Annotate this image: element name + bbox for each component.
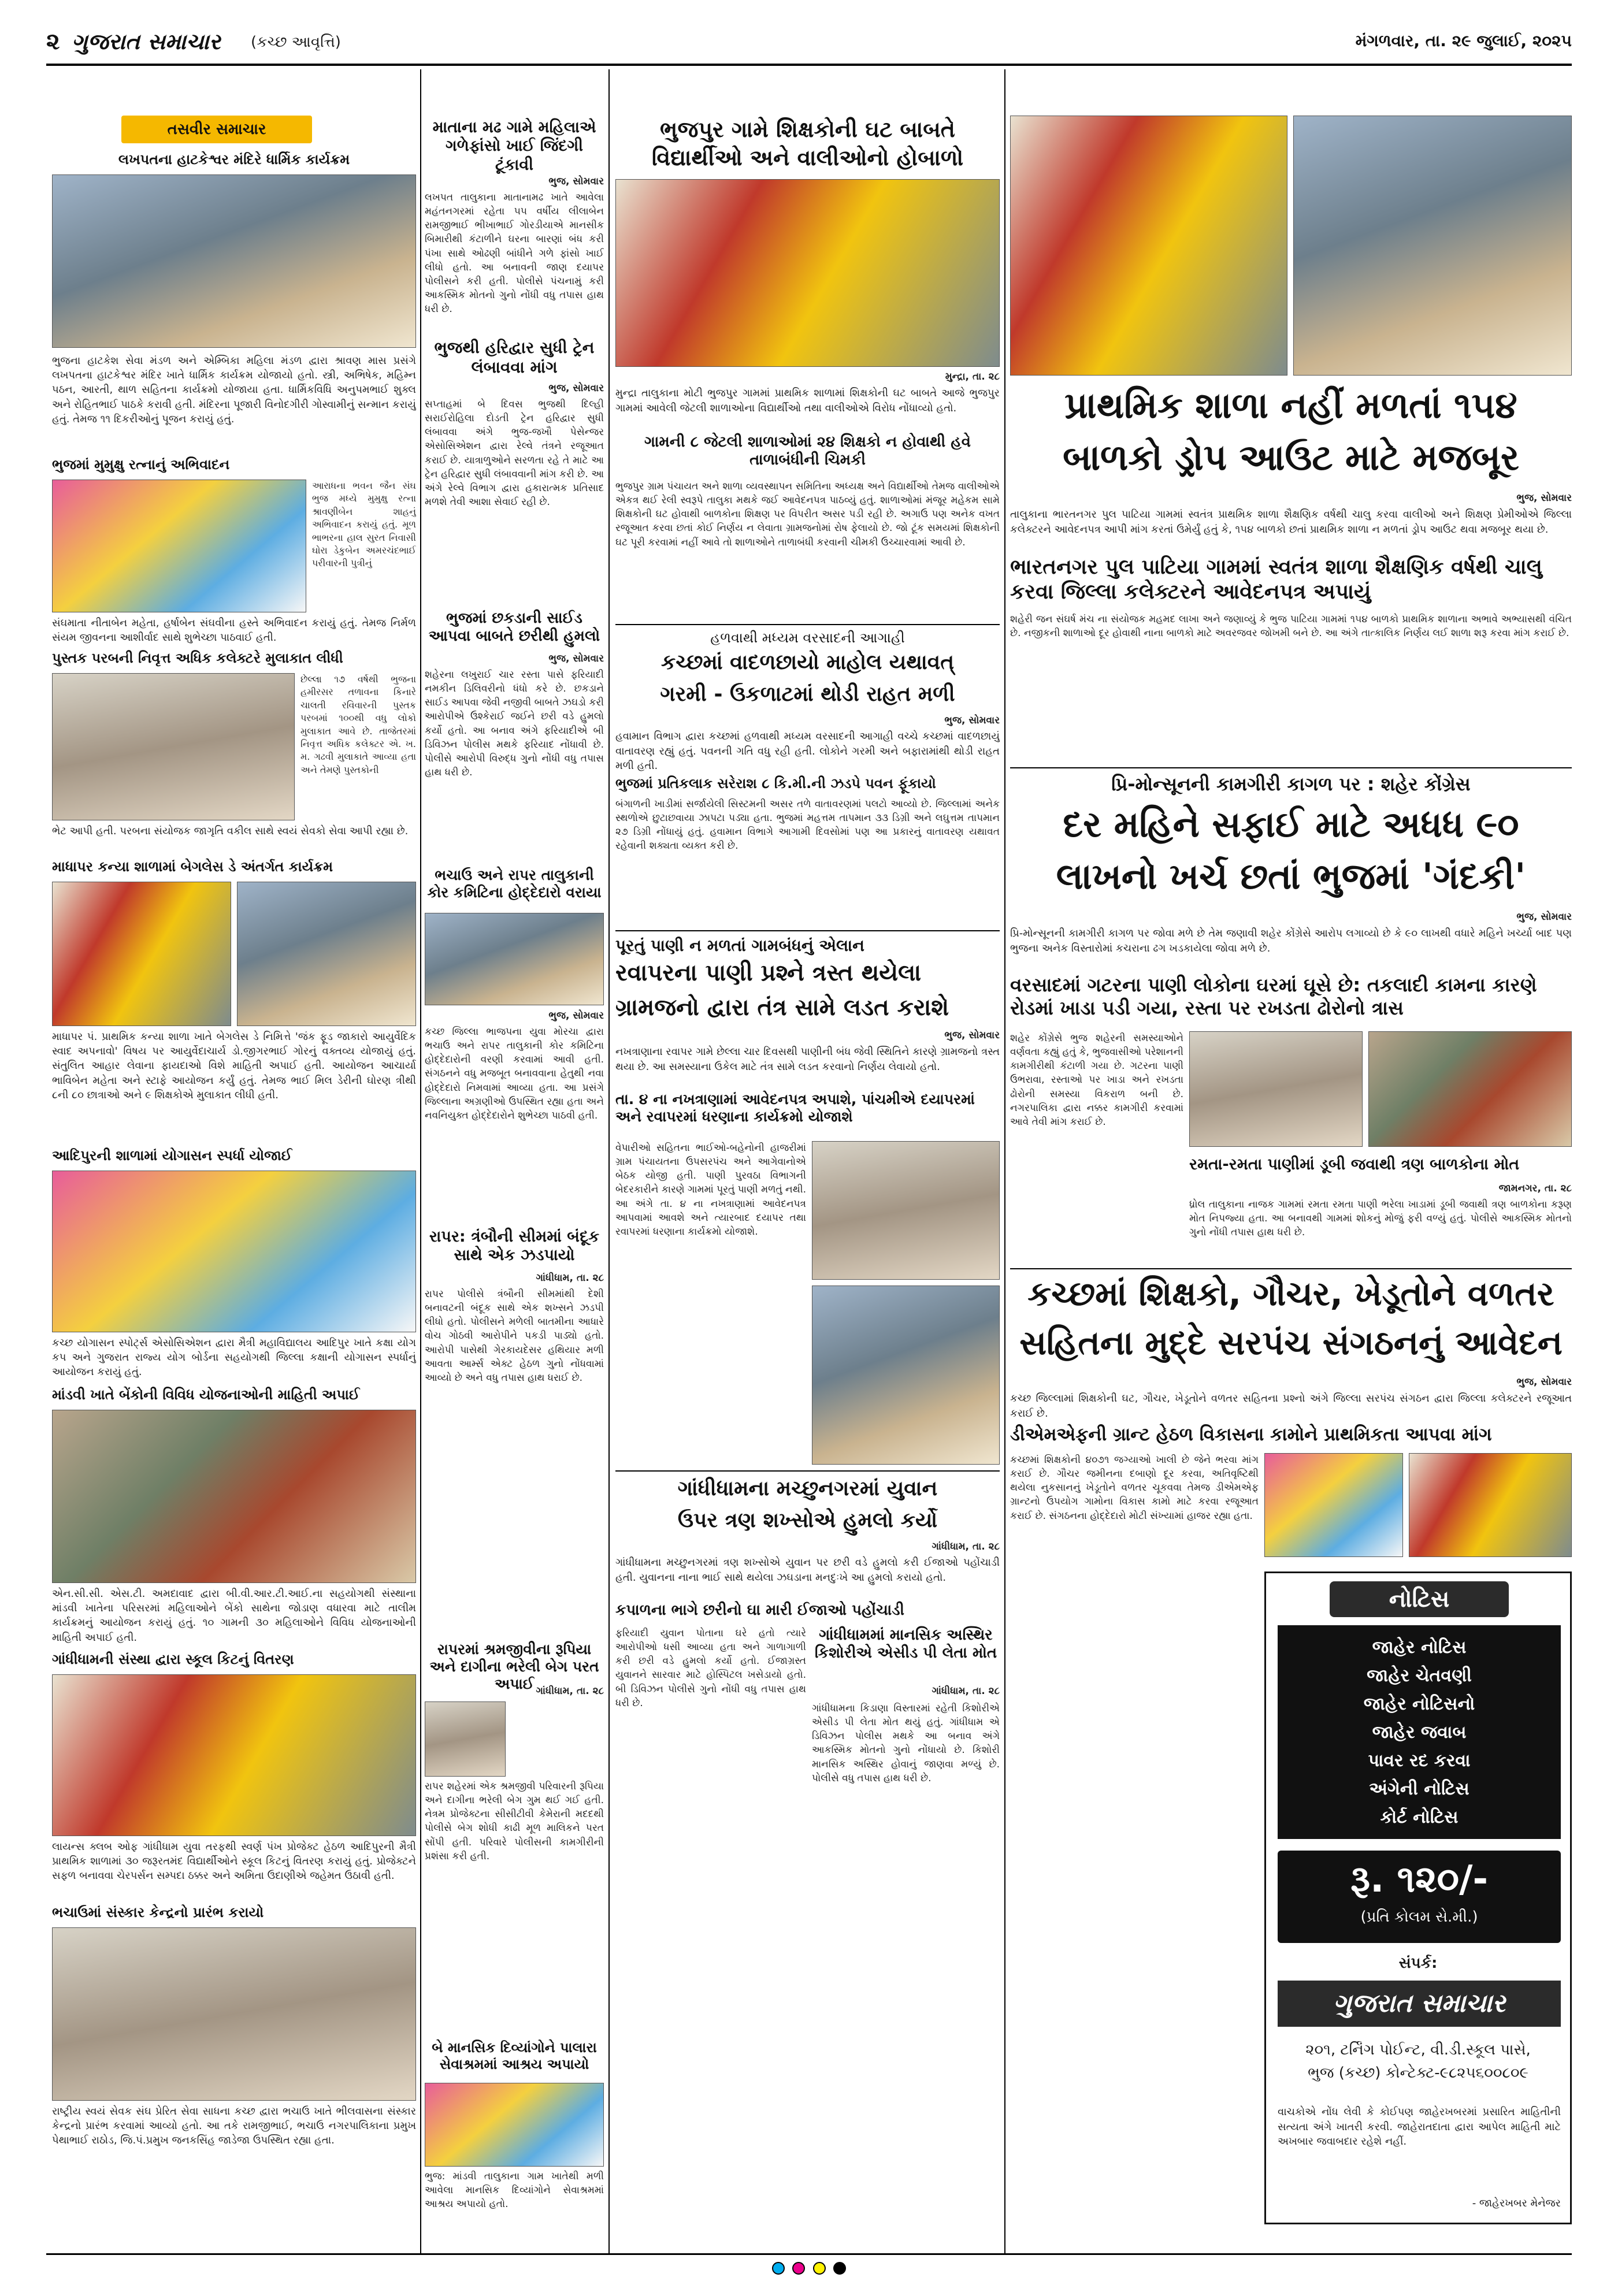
- photo: [1409, 1453, 1572, 1557]
- notice-brand: ગુજરાત સમાચાર: [1278, 1981, 1561, 2027]
- photo: [52, 1410, 416, 1583]
- story-text: સપ્તાહમાં બે દિવસ ભુજથી દિલ્હી સરાઈરોહિલા દોડતી ટ્રેન હરિદ્વાર સુધી લંબાવવા અંગે ભુજ-જખૌ પેસેન્જર એસોસિએશન દ્વારા રેલ્વે તંત્રને રજૂઆત કરાઈ છે. યાત્રાળુઓને સરળતા રહે તે માટે આ ટ્રેન હરિદ્વાર સુધી લંબાવવાની માંગ કરી છે. આ અંગે રેલ્વે વિભાગ દ્વારા હકારાત્મક પ્રતિસાદ મળશે તેવી આશા સેવાઈ રહી છે.: [425, 399, 604, 508]
- photo: [1368, 1031, 1572, 1147]
- story-headline: રાપરમાં શ્રમજીવીના રૂપિયા અને દાગીના ભરેલી બેગ પરત અપાઈ: [429, 1641, 599, 1692]
- story-text: કચ્છ જિલ્લા ભાજપના યુવા મોરચા દ્વારા ભચાઉ અને રાપર તાલુકાની કોર કમિટિના હોદ્દેદારોની વરણી કરવામાં આવી હતી. સંગઠનને વધુ મજબૂત બનાવવાના હેતુથી નવા હોદ્દેદારો નિમવામાં આવ્યા હતા. આ પ્રસંગે જિલ્લાના અગ્રણીઓ ઉપસ્થિત રહ્યા હતા અને નવનિયુક્ત હોદ્દેદારોને શુભેચ્છા પાઠવી હતી.: [425, 1026, 604, 1121]
- photo: [52, 673, 295, 820]
- story-headline: ભુજમાં મુમુક્ષુ રત્નાનું અભિવાદન: [52, 456, 230, 473]
- photo: [615, 179, 1000, 367]
- photo-caption: ભુજના હાટકેશ સેવા મંડળ અને એમ્બિકા મહિલા મંડળ દ્વારા શ્રાવણ માસ પ્રસંગે લખપતના હાટકેશ્વર મંદિર ખાતે ધાર્મિક કાર્યક્રમ યોજાયો હતો. સ્ત્રી, અભિષેક, મહિમ્ન પઠન, આરતી, થાળ સહિતના કાર્યક્રમો યોજાયા હતા. ધાર્મિકવિધિ અનુપમભાઈ શુક્લ અને રોહિતભાઈ પાઠકે કરાવી હતી. મંદિરના પૂજારી વિનોદગીરી ગોસ્વામીનું સન્માન કરાયું હતું. તેમજ ૧૧ દિકરીઓનું પૂજન કરાયું હતું.: [52, 355, 416, 425]
- story-headline: આદિપુરની શાળામાં યોગાસન સ્પર્ધા યોજાઈ: [52, 1147, 292, 1164]
- edition-label: (કચ્છ આવૃત્તિ): [251, 34, 341, 51]
- dateline: ભુજ, સોમવાર: [944, 715, 1000, 726]
- story-headline: કચ્છમાં વાદળછાયો માહોલ યથાવત્: [660, 651, 955, 674]
- photo: [52, 1171, 416, 1332]
- divider: [1010, 767, 1572, 768]
- notice-price-unit: (પ્રતિ કોલમ સે.મી.): [1360, 1908, 1478, 1926]
- header-rule: [46, 64, 1572, 66]
- story-subhead: વરસાદમાં ગટરના પાણી લોકોના ઘરમાં ઘૂસે છે: તકલાદી કામના કારણે રોડમાં ખાડા પડી ગયા, રસ્તા પર રખડતા ઢોરોનો ત્રાસ: [1010, 974, 1537, 1019]
- photo-caption: સંઘમાતા નીતાબેન મહેતા, હર્ષાબેન સંઘવીના હસ્તે અભિવાદન કરાયું હતું. તેમજ નિર્મળ સંયમ જીવનના આશીર્વાદ સાથે શુભેચ્છા પાઠવાઈ હતી.: [52, 617, 416, 644]
- notice-item: જાહેર ચેતવણી: [1367, 1666, 1472, 1686]
- dateline: જામનગર, તા. ૨૮: [1498, 1183, 1572, 1194]
- dateline: ગાંધીધામ, તા. ૨૮: [536, 1685, 604, 1697]
- photo-caption: ભુજ: માંડવી તાલુકાના ગામ ખાતેથી મળી આવેલા માનસિક દિવ્યાંગોને સેવાશ્રમમાં આશ્રય અપાયો હતો.: [425, 2171, 604, 2210]
- story-kicker: પૂરતું પાણી ન મળતાં ગામબંધનું એલાન: [615, 936, 864, 955]
- story-subhead: ગામની ૮ જેટલી શાળાઓમાં ૨૪ શિક્ષકો ન હોવાથી હવે તાળાબંધીની ચિમકી: [644, 433, 971, 469]
- story-headline: માંડવી ખાતે બેંકોની વિવિધ યોજનાઓની માહિતી અપાઈ: [52, 1387, 360, 1403]
- registration-icon: [833, 2262, 846, 2275]
- story-text: આરાધના ભવન જૈન સંઘ ભુજ મધ્યે મુમુક્ષુ રત્ના શ્રાવણીબેન શાહનું અભિવાદન કરાયું હતું. મૂળ ભાભરના હાલ સુરત નિવાસી ઘોરા ડેકુબેન અમરચંદભાઈ પરીવારની પુત્રીનું: [312, 480, 416, 569]
- notice-address: ૨૦૧, ટર્નિંગ પોઈન્ટ, વી.ડી.સ્કૂલ પાસે,: [1305, 2041, 1531, 2059]
- story-headline: દર મહિને સફાઈ માટે અધધ ૯૦: [1063, 803, 1519, 845]
- divider: [420, 69, 421, 2253]
- story-headline: પ્રાથમિક શાળા નહીં મળતાં ૧૫૪: [1064, 384, 1517, 426]
- divider: [615, 930, 1000, 931]
- photo-caption: રાષ્ટ્રીય સ્વયં સેવક સંઘ પ્રેરિત સેવા સાધના કચ્છ દ્વારા ભચાઉ ખાતે ભીલવાસના સંસ્કાર કેન્દ્રનો પ્રારંભ કરવામાં આવ્યો હતો. આ તકે રામજીભાઈ, ભચાઉ નગરપાલિકાના પ્રમુખ પેથાભાઈ રાઠોડ, જિ.પં.પ્રમુખ જનકસિંહ જાડેજા ઉપસ્થિત રહ્યા હતા.: [52, 2105, 416, 2147]
- notice-item: જાહેર નોટિસનો: [1363, 1694, 1475, 1714]
- story-lead: પ્રિ-મોન્સૂનની કામગીરી કાગળ પર જોવા મળે છે તેમ જણાવી શહેર કોંગ્રેસે આરોપ લગાવ્યો છે કે ૯૦ લાખથી વધારે મહિને ખર્ચ્યા બાદ પણ ભુજના અનેક વિસ્તારોમાં કચરાના ઢગ ખડકાયેલા જોવા મળે છે.: [1010, 927, 1572, 954]
- photo: [425, 913, 604, 1005]
- story-text: ફરિયાદી યુવાન પોતાના ઘરે હતો ત્યારે આરોપીઓ ધસી આવ્યા હતા અને ગાળાગાળી કરી છરી વડે હુમલો કર્યો હતો. ઈજાગ્રસ્ત યુવાનને સારવાર માટે હોસ્પિટલ ખસેડાયો હતો. બી ડિવિઝન પોલીસે ગુનો નોંધી વધુ તપાસ હાથ ધરી છે.: [615, 1628, 806, 1709]
- story-text: કચ્છમાં શિક્ષકોની ૪૦૭૧ જગ્યાઓ ખાલી છે જેને ભરવા માંગ કરાઈ છે. ગૌચર જમીનના દબાણો દૂર કરવા, અતિવૃષ્ટિથી થયેલા નુકસાનનું ખેડૂતોને વળતર ચૂકવવા તેમજ ડીએમએફ ગ્રાન્ટનો ઉપયોગ ગામોના વિકાસ કામો માટે કરવા રજૂઆત કરાઈ છે. સંગઠનના હોદ્દેદારો મોટી સંખ્યામાં હાજર રહ્યા હતા.: [1010, 1454, 1259, 1522]
- story-lead: હવામાન વિભાગ દ્વારા કચ્છમાં હળવાથી મધ્યમ વરસાદની આગાહી વચ્ચે કચ્છમાં વાદળછાયું વાતાવરણ રહ્યું હતું. પવનની ગતિ વધુ રહી હતી. લોકોને ગરમી અને બફારામાંથી થોડી રાહત મળી હતી.: [615, 730, 1000, 772]
- photo: [812, 1286, 1000, 1465]
- page-number: ૨: [46, 28, 60, 55]
- story-headline: રવાપરના પાણી પ્રશ્ને ત્રસ્ત થયેલા: [615, 960, 922, 986]
- story-headline: બે માનસિક દિવ્યાંગોને પાલારા સેવાશ્રમમાં આશ્રય અપાયો: [432, 2039, 597, 2072]
- dateline: ભુજ, સોમવાર: [548, 653, 604, 664]
- story-headline: ગાંધીધામના મચ્છુનગરમાં યુવાન: [677, 1477, 938, 1500]
- dateline: ગાંધીધામ, તા. ૨૮: [932, 1541, 1000, 1552]
- photo: [237, 882, 416, 1026]
- notice-price: રૂ. ૧૨૦/-: [1350, 1858, 1489, 1901]
- story-headline: લખપતના હાટકેશ્વર મંદિરે ધાર્મિક કાર્યક્રમ: [118, 151, 350, 168]
- dateline: ભુજ, સોમવાર: [944, 1030, 1000, 1041]
- story-headline: ભુજમાં છકડાની સાઈડ આપવા બાબતે છરીથી હુમલો: [428, 610, 600, 645]
- story-text: શહેરના લખુરાઈ ચાર રસ્તા પાસે ફરિયાદી નમકીન ડિલિવરીનો ધંધો કરે છે. છકડાને સાઈડ આપવા જેવી નજીવી બાબતે ઝઘડો કરી આરોપીએ ઉશ્કેરાઈ જઈને છરી વડે હુમલો કર્યો હતો. આ બનાવ અંગે ફરિયાદીએ બી ડિવિઝન પોલીસ મથકે ફરિયાદ નોંધાવી છે. પોલીસે આરોપી વિરુદ્ધ ગુનો નોંધી વધુ તપાસ હાથ ધરી છે.: [425, 669, 604, 778]
- story-lead: ગાંધીધામના મચ્છુનગરમાં ત્રણ શખ્સોએ યુવાન પર છરી વડે હુમલો કરી ઈજાઓ પહોંચાડી હતી. યુવાનના નાના ભાઈ સાથે થયેલા ઝઘડાના મનદુઃખે આ હુમલો કરાયો હતો.: [615, 1556, 1000, 1584]
- photo: [52, 1927, 416, 2101]
- story-subhead: ડીએમએફની ગ્રાન્ટ હેઠળ વિકાસના કામોને પ્રાથમિકતા આપવા માંગ: [1010, 1424, 1492, 1445]
- story-kicker: પ્રિ-મોન્સૂનની કામગીરી કાગળ પર : શહેર કોંગ્રેસ: [1111, 773, 1471, 795]
- issue-date: મંગળવાર, તા. ૨૯ જુલાઈ, ૨૦૨૫: [1355, 31, 1572, 50]
- story-text: ભુજપુર ગ્રામ પંચાયત અને શાળા વ્યવસ્થાપન સમિતિના અધ્યક્ષ અને વિદ્યાર્થીઓ તેમજ વાલીઓએ એકત્ર થઈ રેલી સ્વરૂપે તાલુકા મથકે જઈ આવેદનપત્ર પાઠવ્યું હતું. શાળાઓમાં મંજૂર મહેકમ સામે શિક્ષકોની ઘટ હોવાથી બાળકોના શિક્ષણ પર વિપરીત અસર પડી રહી છે. અગાઉ પણ અનેક વખત રજૂઆત કરવા છતાં કોઈ નિર્ણય ન લેવાતા ગ્રામજનોમાં રોષ ફેલાયો છે. જો ટૂંક સમયમાં શિક્ષકોની ઘટ પૂરી કરવામાં નહીં આવે તો શાળાઓને તાળાબંધી કરવાની ચીમકી ઉચ્ચારવામાં આવી છે.: [615, 481, 1000, 548]
- photo: [52, 882, 231, 1026]
- story-headline: સહિતના મુદ્દે સરપંચ સંગઠનનું આવેદન: [1019, 1323, 1563, 1362]
- photo-caption: કચ્છ યોગાસન સ્પોર્ટ્સ એસોસિએશન દ્વારા મૈત્રી મહાવિદ્યાલય આદિપુર ખાતે કક્ષા યોગ કપ અને ગુજરાત રાજ્ય યોગ બોર્ડના સહયોગથી જિલ્લા કક્ષાની યોગાસન સ્પર્ધાનું આયોજન કરાયું હતું.: [52, 1337, 416, 1379]
- registration-marks: [46, 2262, 1572, 2279]
- divider: [1004, 69, 1005, 2253]
- story-headline: ભચાઉ અને રાપર તાલુકાની કોર કમિટિના હોદ્દેદારો વરાયા: [427, 867, 602, 901]
- registration-icon: [792, 2262, 805, 2275]
- story-text: શહેર કોંગ્રેસે ભુજ શહેરની સમસ્યાઓને વર્ણવતા કહ્યું હતું કે, ભુજવાસીઓ પરેશાનની કામગીરીથી કંટાળી ગયા છે. ગટરના પાણી ઉભરાવા, રસ્તાઓ પર ખાડા અને રખડતા ઢોરોની સમસ્યા વિકરાળ બની છે. નગરપાલિકા દ્વારા નક્કર કામગીરી કરવામાં આવે તેવી માંગ કરાઈ છે.: [1010, 1032, 1183, 1128]
- notice-item: અંગેની નોટિસ: [1369, 1779, 1469, 1799]
- story-headline: ઉપર ત્રણ શખ્સોએ હુમલો કર્યો: [677, 1509, 938, 1532]
- story-headline: ભચાઉમાં સંસ્કાર કેન્દ્રનો પ્રારંભ કરાયો: [52, 1904, 264, 1920]
- story-lead: તાલુકાના ભારતનગર પુલ પાટિયા ગામમાં સ્વતંત્ર પ્રાથમિક શાળા શૈક્ષણિક વર્ષથી ચાલુ કરવા વાલીઓ અને શિક્ષણ પ્રેમીઓએ જિલ્લા કલેક્ટરને આવેદનપત્ર આપી માંગ કરતાં ઉમેર્યું હતું કે, ૧૫૪ બાળકો છતાં પ્રાથમિક શાળા ન મળતાં ડ્રોપ આઉટ થવા મજબૂર થયા છે.: [1010, 508, 1572, 536]
- registration-icon: [772, 2262, 785, 2275]
- dateline: ભુજ, સોમવાર: [1516, 1376, 1572, 1388]
- story-text: વેપારીઓ સહિતના ભાઈઓ-બહેનોની હાજરીમાં ગ્રામ પંચાયતના ઉપસરપંચ અને આગેવાનોએ બેઠક યોજી હતી. પાણી પુરવઠા વિભાગની બેદરકારીને કારણે ગામમાં પૂરતું પાણી મળતું નથી. આ અંગે તા. ૪ ના નખત્રાણામાં આવેદનપત્ર આપવામાં આવશે અને ત્યારબાદ દયાપર તથા રવાપરમાં ધરણાના કાર્યક્રમો યોજાશે.: [615, 1142, 806, 1238]
- divider: [615, 1470, 1000, 1472]
- story-subhead: કપાળના ભાગે છરીનો ઘા મારી ઈજાઓ પહોંચાડી: [615, 1602, 904, 1619]
- price-block: [1278, 1851, 1561, 1943]
- photo: [1189, 1031, 1363, 1147]
- dateline: ભુજ, સોમવાર: [1516, 911, 1572, 923]
- disclaimer-signature: - જાહેરખબર મેનેજર: [1472, 2197, 1561, 2209]
- dateline: ગાંધીધામ, તા. ૨૮: [536, 1272, 604, 1284]
- photo: [52, 1674, 416, 1836]
- story-text: ગાંધીધામના કિડાણા વિસ્તારમાં રહેતી કિશોરીએ એસીડ પી લેતા મોત થયું હતું. ગાંધીધામ એ ડિવિઝન પોલીસ મથકે આ બનાવ અંગે આકસ્મિક મોતનો ગુનો નોંધાયો છે. કિશોરી માનસિક અસ્થિર હોવાનું જાણવા મળ્યું છે. પોલીસે વધુ તપાસ હાથ ધરી છે.: [812, 1703, 1000, 1784]
- page-header: [46, 23, 1572, 58]
- story-headline: ગાંધીધામની સંસ્થા દ્વારા સ્કૂલ કિટનું વિતરણ: [52, 1651, 294, 1667]
- disclaimer: વાચકોએ નોંધ લેવી કે કોઈપણ જાહેરખબરમાં પ્રસારિત માહિતીની સત્યતા અંગે ખાતરી કરવી. જાહેરાતદાતા દ્વારા આપેલ માહિતી માટે અખબાર જવાબદાર રહેશે નહીં.: [1278, 2106, 1561, 2148]
- notice-advertisement: [1264, 1571, 1572, 2224]
- story-headline: પુસ્તક પરબની નિવૃત્ત અધિક કલેક્ટરે મુલાકાત લીધી: [52, 650, 343, 666]
- photo: [52, 174, 416, 348]
- photo: [52, 480, 306, 612]
- story-headline: લાખનો ખર્ચ છતાં ભુજમાં 'ગંદકી': [1056, 855, 1526, 897]
- story-headline: ગાંધીધામમાં માનસિક અસ્થિર કિશોરીએ એસીડ પી લેતા મોત: [814, 1626, 997, 1662]
- photo-caption: માધાપર પં. પ્રાથમિક કન્યા શાળા ખાતે બેગલેસ ડે નિમિત્તે 'જંક ફૂડ જાકારો આયુર્વેદિક સ્વાદ અપનાવો' વિષય પર આયુર્વેદાચાર્ય ડો.જીગરભાઈ ગોરનું વક્તવ્ય યોજાયું હતું. સંતુલિત આહાર લેવાના ફાયદાઓ વિશે માહિતી અપાઈ હતી. આયોજન આચાર્યા ભાવિબેન મહેતા અને સ્ટાફે આયોજન કર્યું હતું. તેમજ ભાઈ મિલ ડેરીની ઘોરણ ત્રીથી ૮ની ૮૦ છાત્રાઓ અને ૯ શિક્ષકોએ મુલાકાત લીધી હતી.: [52, 1031, 416, 1101]
- story-headline: રમતા-રમતા પાણીમાં ડૂબી જવાથી ત્રણ બાળકોના મોત: [1189, 1156, 1520, 1173]
- notice-title: નોટિસ: [1330, 1581, 1509, 1617]
- story-subhead: ભુજમાં પ્રતિકલાક સરેરાશ ૮ કિ.મી.ની ઝડપે પવન ફૂંકાયો: [615, 775, 936, 792]
- photo: [1010, 116, 1287, 376]
- story-headline: ભુજથી હરિદ્વાર સુધી ટ્રેન લંબાવવા માંગ: [434, 338, 595, 377]
- story-text: રાપર પોલીસે ત્રંબૌની સીમમાંથી દેશી બનાવટની બંદૂક સાથે એક શખ્સને ઝડપી લીધો હતો. પોલીસને મળેલી બાતમીના આધારે વોચ ગોઠવી આરોપીને પકડી પાડ્યો હતો. આરોપી પાસેથી ગેરકાયદેસર હથિયાર મળી આવતા આર્મ્સ એક્ટ હેઠળ ગુનો નોંધવામાં આવ્યો છે અને વધુ તપાસ હાથ ધરાઈ છે.: [425, 1288, 604, 1384]
- notice-item: પાવર રદ કરવા: [1368, 1751, 1471, 1771]
- dateline: ગાંધીધામ, તા. ૨૮: [932, 1685, 1000, 1697]
- story-text: શહેરી જન સંઘર્ષ મંચ ના સંયોજક મહમદ લાખા અને જણાવ્યું કે ભુજ પાટિયા ગામમાં ૧૫૪ બાળકો પ્રાથમિક શાળાના અભાવે અભ્યાસથી વંચિત છે. નજીકની શાળાઓ દૂર હોવાથી નાના બાળકો માટે અવરજવર જોખમી બને છે. આ અંગે તાત્કાલિક નિર્ણય લઈ શાળા શરૂ કરવા માંગ કરાઈ છે.: [1010, 614, 1572, 640]
- photo: [425, 1701, 506, 1777]
- story-kicker: હળવાથી મધ્યમ વરસાદની આગાહી: [710, 630, 905, 646]
- photo: [425, 2083, 604, 2167]
- divider: [1010, 1268, 1572, 1269]
- story-text: રાપર શહેરમાં એક શ્રમજીવી પરિવારની રૂપિયા અને દાગીના ભરેલી બેગ ગુમ થઈ ગઈ હતી. નેત્રમ પ્રોજેક્ટના સીસીટીવી કેમેરાની મદદથી પોલીસે બેગ શોધી કાઢી મૂળ માલિકને પરત સોંપી હતી. પરિવારે પોલીસની કામગીરીની પ્રશંસા કરી હતી.: [425, 1781, 604, 1862]
- notice-item: કોર્ટ નોટિસ: [1380, 1807, 1459, 1827]
- photo: [812, 1141, 1000, 1280]
- photo-caption: લાયન્સ ક્લબ ઓફ ગાંધીધામ યુવા તરફથી સ્વર્ણ પંખ પ્રોજેક્ટ હેઠળ આદિપુરની મૈત્રી પ્રાથમિક શાળામાં ૩૦ જરૂરતમંદ વિદ્યાર્થીઓને સ્કૂલ કિટનું વિતરણ કરાયું હતું. પ્રોજેક્ટને સફળ બનાવવા ચેરપર્સન સમ્પદા ઠક્કર અને અમિતા ઉદાણીએ જહેમત ઉઠાવી હતી.: [52, 1841, 416, 1882]
- photo: [1264, 1453, 1403, 1557]
- registration-icon: [813, 2262, 826, 2275]
- story-text: ધ્રોલ તાલુકાના નાજક ગામમાં રમતા રમતા પાણી ભરેલા ખાડામાં ડૂબી જવાથી ત્રણ બાળકોના કરૂણ મોત નિપજ્યા હતા. આ બનાવથી ગામમાં શોકનું મોજું ફરી વળ્યું હતું. પોલીસે આકસ્મિક મોતનો ગુનો નોંધી તપાસ હાથ ધરી છે.: [1189, 1199, 1572, 1239]
- notice-item: જાહેર નોટિસ: [1372, 1637, 1467, 1658]
- dateline: ભુજ, સોમવાર: [548, 176, 604, 187]
- story-text: લખપત તાલુકાના માતાનામઢ ખાતે આવેલા મહંતનગરમાં રહેતા ૫૫ વર્ષીય લીલાબેન રામજીભાઈ ભીખાભાઈ ગોરડીયાએ માનસીક બિમારીથી કંટાળીને ઘરના બારણાં બંધ કરી પંખા સાથે ઓઢણી બાંધીને ગળે ફાંસો ખાઈ લીધો હતો. આ બનાવની જાણ દયાપર પોલીસને કરી હતી. પોલીસે પંચનામું કરી આકસ્મિક મોતનો ગુનો નોંધી વધુ તપાસ હાથ ધરી છે.: [425, 192, 604, 315]
- story-headline: ભુજપુર ગામે શિક્ષકોની ઘટ બાબતે વિદ્યાર્થીઓ અને વાલીઓનો હોબાળો: [651, 117, 964, 171]
- photo-caption: એન.સી.સી. એસ.ટી. અમદાવાદ દ્વારા બી.વી.આર.ટી.આઈ.ના સહયોગથી સંસ્થાના માંડવી ખાતેના પરિસરમાં મહિલાઓને બેંકો સાથેના જોડાણ વધારવા માટે તાલીમ કાર્યક્રમનું આયોજન કરાયું હતું. ૧૦ ગામની ૩૦ મહિલાઓને વિવિધ યોજનાઓની માહિતી અપાઈ હતી.: [52, 1588, 416, 1644]
- dateline: મુન્દ્રા, તા. ૨૮: [945, 371, 1000, 382]
- photo-caption: ભેટ આપી હતી. પરબના સંયોજક જાગૃતિ વકીલ સાથે સ્વયં સેવકો સેવા આપી રહ્યા છે.: [52, 825, 409, 837]
- story-lead: કચ્છ જિલ્લામાં શિક્ષકોની ઘટ, ગૌચર, ખેડૂતોને વળતર સહિતના પ્રશ્નો અંગે જિલ્લા સરપંચ સંગઠન દ્વારા જિલ્લા કલેક્ટરને રજૂઆત કરાઈ છે.: [1010, 1392, 1572, 1420]
- story-headline: ગરમી - ઉકળાટમાં થોડી રાહત મળી: [660, 682, 955, 706]
- dateline: ભુજ, સોમવાર: [1516, 492, 1572, 504]
- notice-contact: ભુજ (કચ્છ) કોન્ટેક્ટ-૯૮૨૫૬૦૦૮૦૯: [1308, 2064, 1528, 2082]
- story-lead: નખત્રાણાના રવાપર ગામે છેલ્લા ચાર દિવસથી પાણીની બંધ જેવી સ્થિતિને કારણે ગ્રામજનો ત્રસ્ત થયા છે. આ સમસ્યાના ઉકેલ માટે તંત્ર સામે લડત કરવાનો નિર્ણય લેવાયો હતો.: [615, 1046, 1000, 1073]
- dateline: ભુજ, સોમવાર: [548, 382, 604, 394]
- story-headline: બાળકો ડ્રોપ આઉટ માટે મજબૂર: [1063, 436, 1519, 478]
- story-headline: માધાપર કન્યા શાળામાં બેગલેસ ડે અંતર્ગત કાર્યક્રમ: [52, 859, 333, 875]
- story-subhead: ભારતનગર પુલ પાટિયા ગામમાં સ્વતંત્ર શાળા શૈક્ષણિક વર્ષથી ચાલુ કરવા જિલ્લા કલેક્ટરને આવેદનપત્ર અપાયું: [1010, 555, 1542, 604]
- story-text: છેલ્લા ૧૭ વર્ષથી ભુજના હમીરસર તળાવના કિનારે ચાલતી રવિવારની પુસ્તક પરબમાં ૧૦૦થી વધુ લોકો મુલાકાત આવે છે. તાજેતરમાં નિવૃત્ત અધિક કલેક્ટર એ. ખ. મ. ગઢવી મુલાકાતે આવ્યા હતા અને તેમણે પુસ્તકોની: [300, 674, 416, 775]
- divider: [608, 69, 610, 2253]
- newspaper-title: ગુજરાત સમાચાર: [72, 29, 221, 54]
- photo: [1293, 116, 1572, 376]
- story-subhead: તા. ૪ ના નખત્રાણામાં આવેદનપત્ર અપાશે, પાંચમીએ દયાપરમાં અને રવાપરમાં ધરણાના કાર્યક્રમો યોજાશે: [615, 1091, 975, 1125]
- dateline: ભુજ, સોમવાર: [548, 1010, 604, 1021]
- notice-item: જાહેર જવાબ: [1372, 1722, 1467, 1743]
- footer-rule: [46, 2253, 1572, 2255]
- story-headline: રાપર: ત્રંબૌની સીમમાં બંદૂક સાથે એક ઝડપાયો: [429, 1228, 600, 1265]
- section-banner: તસવીર સમાચાર: [121, 116, 312, 143]
- story-headline: ગ્રામજનો દ્વારા તંત્ર સામે લડત કરાશે: [615, 994, 949, 1021]
- story-headline: માતાના મઢ ગામે મહિલાએ ગળેફાંસો ખાઈ જિંદગી ટૂંકાવી: [432, 118, 596, 174]
- story-lead: મુન્દ્રા તાલુકાના મોટી ભુજપુર ગામમાં પ્રાથમિક શાળામાં શિક્ષકોની ઘટ બાબતે આજે ભુજપુર ગામમાં આવેલી જેટલી શાળાઓના વિદ્યાર્થીઓ તથા વાલીઓએ વિરોધ નોંધાવ્યો હતો.: [615, 387, 1000, 414]
- divider: [615, 624, 1000, 625]
- story-headline: કચ્છમાં શિક્ષકો, ગૌચર, ખેડૂતોને વળતર: [1027, 1274, 1554, 1313]
- contact-label: સંપર્ક:: [1398, 1955, 1438, 1972]
- story-text: બંગાળની ખાડીમાં સર્જાયેલી સિસ્ટમની અસર તળે વાતાવરણમાં પલટો આવ્યો છે. જિલ્લામાં અનેક સ્થળોએ છુટાછવાયા ઝાપટા પડ્યા હતા. ભુજમાં મહત્તમ તાપમાન ૩૩ ડિગ્રી અને લઘુત્તમ તાપમાન ૨૭ ડિગ્રી નોંધાયું હતું. હવામાન વિભાગે આગામી દિવસોમાં પણ આ પ્રકારનું વાતાવરણ યથાવત રહેવાની શક્યતા વ્યક્ત કરી છે.: [615, 798, 1000, 852]
- notice-list: [1278, 1625, 1561, 1839]
